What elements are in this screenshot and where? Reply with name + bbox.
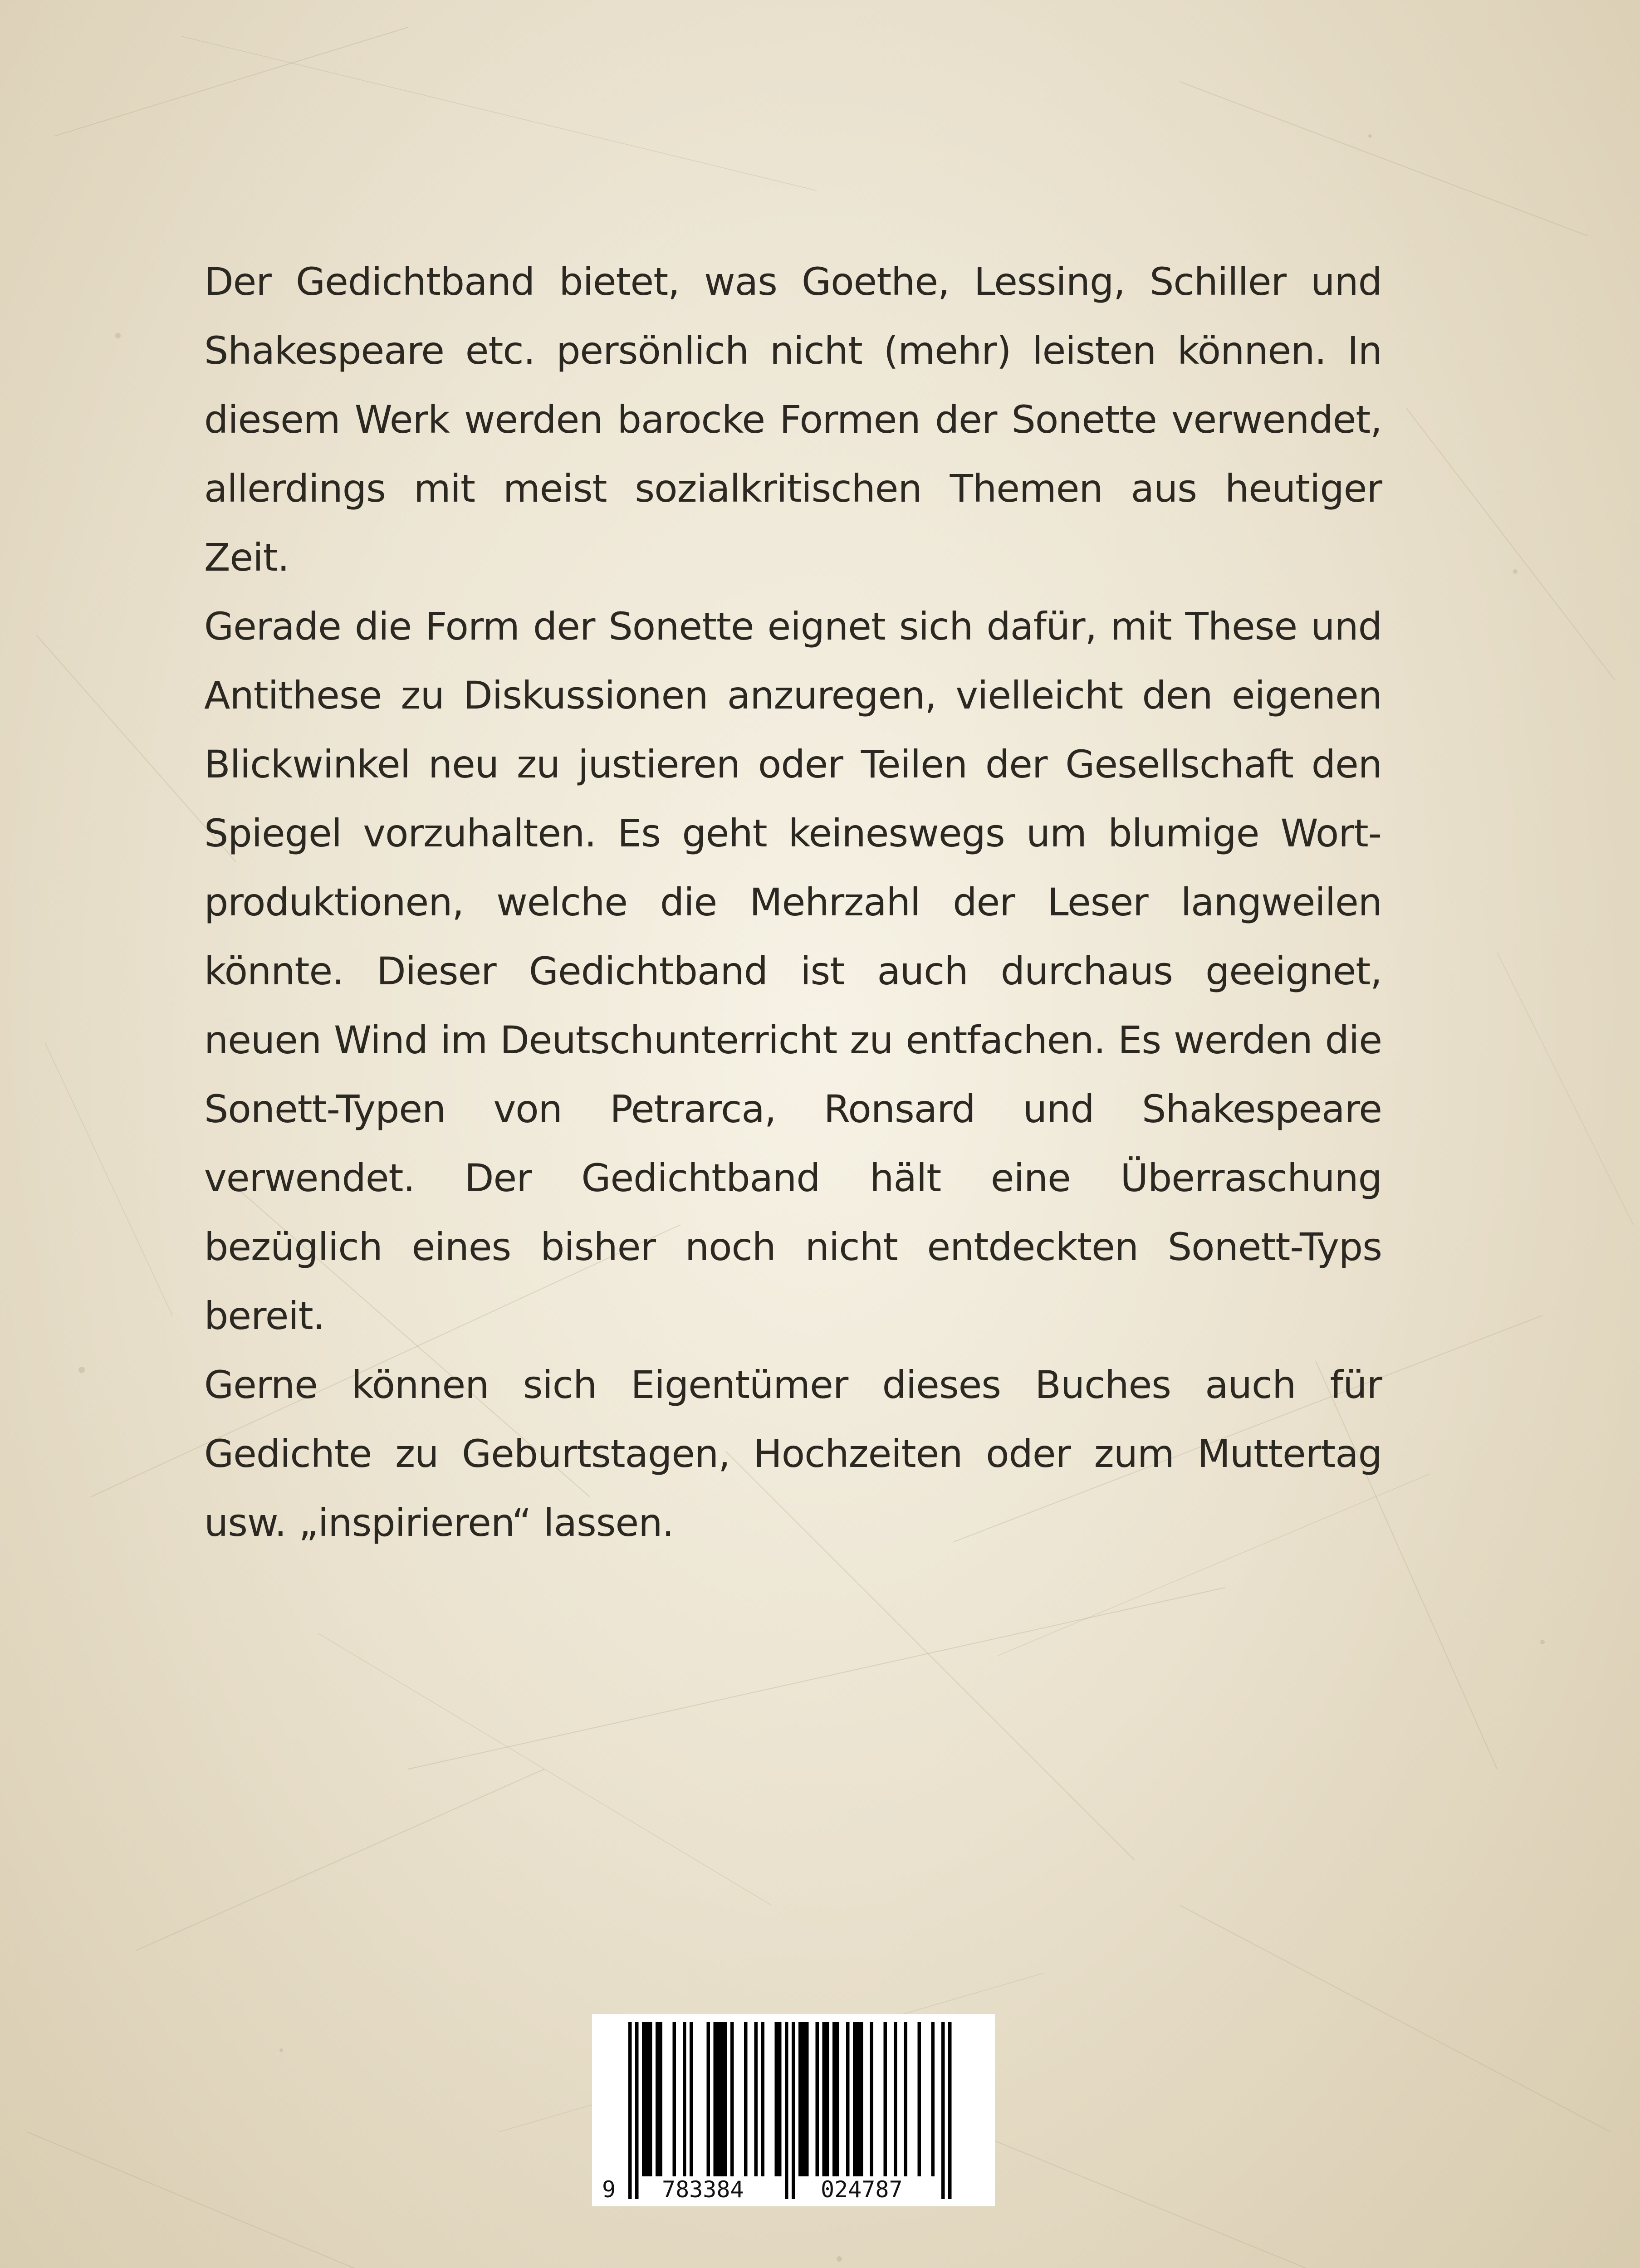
barcode-bar [707,2022,710,2176]
barcode-bar [628,2022,632,2199]
barcode-bar [720,2022,724,2176]
barcode-bar [836,2022,840,2176]
barcode-bar [832,2022,836,2176]
barcode-bar [860,2022,863,2176]
barcode-bar [884,2022,887,2176]
barcode-bar [754,2022,758,2176]
barcode-bar [778,2022,782,2176]
barcode-bar [816,2022,819,2176]
barcode-bar [792,2022,795,2199]
barcode-bar [870,2022,874,2176]
barcode-bar [846,2022,850,2176]
barcode-bar [948,2022,952,2199]
barcode-bar [853,2022,857,2176]
blurb-paragraph-2: Gerade die Form der Sonette eignet sich dafür, mit These und Antithese zu Diskussionen anzuregen, vielleicht den eigenen Blickwinkel neu zu justieren oder Teilen der Gesellschaft den Spiegel vorzuhalten. Es geht keineswegs um blumige Wortproduktionen, welche die Mehrzahl der Leser langweilen könnte. Dieser Gedichtband ist auch durchaus geeignet, neuen Wind im Deutschunterricht zu entfachen. Es werden die Sonett-Typen von Petrarca, Ronsard und Shakespeare verwendet. Der Gedichtband hält eine Überraschung bezüglich eines bisher noch nicht entdeckten Sonett-Typs bereit. [204,604,1382,1338]
barcode-bar [635,2022,639,2199]
barcode-bar [730,2022,734,2176]
barcode-bar [724,2022,727,2176]
barcode-bar [744,2022,748,2176]
barcode-bar [798,2022,802,2176]
barcode-bar [673,2022,676,2176]
barcode-bar [826,2022,829,2176]
barcode-bar [785,2022,788,2199]
barcode-bar [775,2022,778,2176]
blurb-paragraph-1: Der Gedichtband bietet, was Goethe, Lessing, Schiller und Shakespeare etc. persönlich nicht (mehr) leisten können. In diesem Werk werden barocke Formen der Sonette verwendet, allerdings mit meist sozialkritischen Themen aus heutiger Zeit. [204,259,1382,580]
barcode-bar [761,2022,765,2176]
barcode-digits-left: 783384 [660,2176,746,2203]
barcode-digits [592,2176,995,2204]
barcode-bar [690,2022,693,2176]
barcode-bar [717,2022,720,2176]
barcode-bar [646,2022,649,2176]
cover-blurb [204,247,1382,1557]
barcode-bar [822,2022,826,2176]
barcode-bar [941,2022,945,2199]
isbn-barcode [592,2014,995,2206]
barcode-bar [714,2022,717,2176]
barcode-bar [857,2022,860,2176]
barcode-bar [649,2022,652,2176]
barcode-bar [931,2022,935,2176]
barcode-digit-lead: 9 [600,2176,617,2203]
blurb-paragraph-3: Gerne können sich Eigentümer dieses Buches auch für Gedichte zu Geburtstagen, Hochzeiten oder zum Muttertag usw. „inspirieren“ lassen. [204,1363,1382,1545]
barcode-bar [805,2022,809,2176]
barcode-bar [659,2022,663,2176]
barcode-bar [642,2022,646,2176]
barcode-bar [918,2022,921,2176]
barcode-bar [802,2022,806,2176]
barcode-bar [656,2022,659,2176]
barcode-bar [904,2022,908,2176]
barcode-digits-right: 024787 [819,2176,905,2203]
barcode-bar [683,2022,686,2176]
barcode-bar [894,2022,897,2176]
